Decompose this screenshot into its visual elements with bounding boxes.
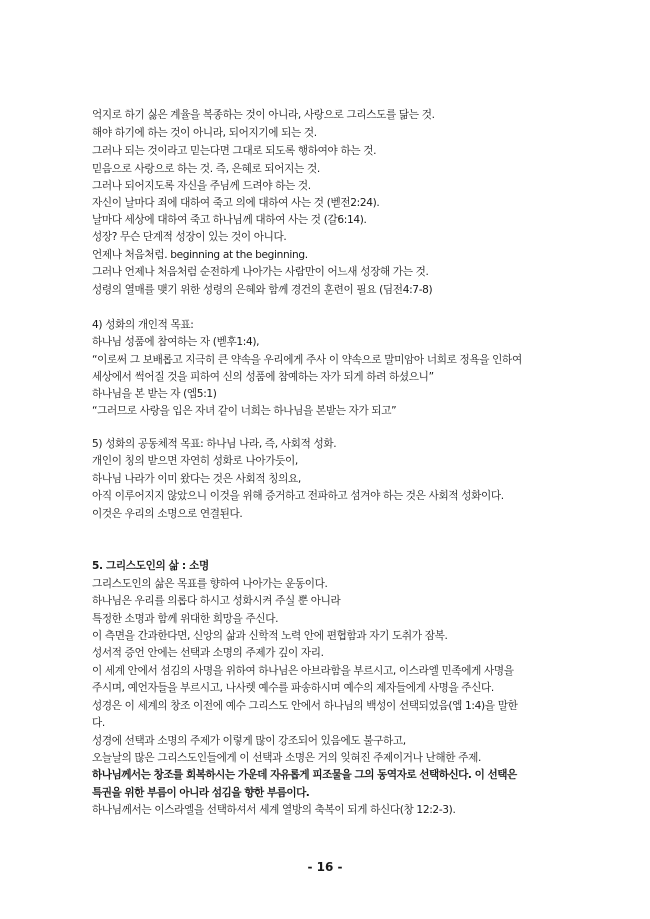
bold-text-line: 하나님께서는 창조를 회복하시는 가운데 자유롭게 피조물을 그의 동역자로 선택하신다. 이 선택은 — [92, 769, 517, 781]
text-line: 해야 하기에 하는 것이 아니라, 되어지기에 되는 것. — [92, 127, 317, 139]
text-line: 개인이 칭의 받으면 자연히 성화로 나아가듯이, — [92, 455, 298, 467]
text-line: 이 세계 안에서 섬김의 사명을 위하여 하나님은 아브라함을 부르시고, 이스라엘 민족에게 사명을 — [92, 665, 514, 677]
quote-line: “이로써 그 보배롭고 지극히 큰 약속을 우리에게 주사 이 약속으로 말미암아 너희로 정욕을 인하여 — [92, 354, 522, 366]
text-line: 성령의 열매를 맺기 위한 성령의 은혜와 함께 경건의 훈련이 필요 (딤전4:7-8) — [92, 284, 433, 296]
text-line: 아직 이루어지지 않았으니 이것을 위해 증거하고 전파하고 섬겨야 하는 것은 사회적 성화이다. — [92, 490, 504, 502]
text-line: 그리스도인의 삶은 목표를 향하여 나아가는 운동이다. — [92, 578, 328, 590]
text-line: 자신이 날마다 죄에 대하여 죽고 의에 대하여 사는 것 (벧전2:24). — [92, 197, 380, 209]
quote-line: 세상에서 썩어질 것을 피하여 신의 성품에 참예하는 자가 되게 하려 하셨으니” — [92, 371, 434, 383]
text-line: 오늘날의 많은 그리스도인들에게 이 선택과 소명은 거의 잊혀진 주제이거나 난해한 주제. — [92, 752, 481, 764]
text-line: 그러나 되는 것이라고 믿는다면 그대로 되도록 행하여야 하는 것. — [92, 145, 377, 157]
text-line: 성서적 증언 안에는 선택과 소명의 주제가 깊이 자리. — [92, 647, 324, 659]
text-line: 다. — [92, 717, 105, 729]
text-line: 날마다 세상에 대하여 죽고 하나님께 대하여 사는 것 (갈6:14). — [92, 214, 367, 226]
text-line: 억지로 하기 싫은 계율을 복종하는 것이 아니라, 사랑으로 그리스도를 닮는 것. — [92, 109, 435, 121]
text-line: 그러나 되어지도록 자신을 주님께 드려야 하는 것. — [92, 180, 311, 192]
bold-text-line: 특권을 위한 부름이 아니라 섬김을 향한 부름이다. — [92, 787, 310, 799]
text-line: 성경에 선택과 소명의 주제가 이렇게 많이 강조되어 있음에도 불구하고, — [92, 735, 406, 747]
text-line: 성장? 무슨 단계적 성장이 있는 것이 아니다. — [92, 231, 287, 243]
text-line: 믿음으로 사랑으로 하는 것. 즉, 은혜로 되어지는 것. — [92, 163, 320, 175]
subheading: 5) 성화의 공동체적 목표: 하나님 나라, 즉, 사회적 성화. — [92, 438, 337, 450]
text-line: 특정한 소명과 함께 위대한 희망을 주신다. — [92, 613, 279, 625]
text-line: 이 측면을 간과한다면, 신앙의 삶과 신학적 노력 안에 편협함과 자기 도취가 잠복. — [92, 630, 448, 642]
subheading: 4) 성화의 개인적 목표: — [92, 319, 194, 331]
text-line: 성경은 이 세계의 창조 이전에 예수 그리스도 안에서 하나님의 백성이 선택되었음(엡 1:4)을 말한 — [92, 700, 518, 712]
text-line: 하나님 나라가 이미 왔다는 것은 사회적 칭의요, — [92, 473, 301, 485]
text-line: 언제나 처음처럼. beginning at the beginning. — [92, 249, 308, 261]
page-number: - 16 - — [307, 860, 343, 874]
text-line: 하나님을 본 받는 자 (엡5:1) — [92, 388, 217, 400]
text-line: 하나님은 우리를 의롭다 하시고 성화시켜 주실 뿐 아니라 — [92, 595, 341, 607]
text-line: 이것은 우리의 소명으로 연결된다. — [92, 508, 243, 520]
text-line: 하나님께서는 이스라엘을 선택하셔서 세계 열방의 축복이 되게 하신다(창 12:2-3). — [92, 804, 456, 816]
text-line: 주시며, 예언자들을 부르시고, 나사렛 예수를 파송하시며 예수의 제자들에게 사명을 주신다. — [92, 682, 494, 694]
quote-line: “그러므로 사랑을 입은 자녀 같이 너희는 하나님을 본받는 자가 되고” — [92, 405, 397, 417]
section-heading: 5. 그리스도인의 삶 : 소명 — [92, 560, 209, 572]
text-line: 그러나 언제나 처음처럼 순전하게 나아가는 사람만이 어느새 성장해 가는 것. — [92, 266, 429, 278]
text-line: 하나님 성품에 참여하는 자 (벧후1:4), — [92, 336, 260, 348]
